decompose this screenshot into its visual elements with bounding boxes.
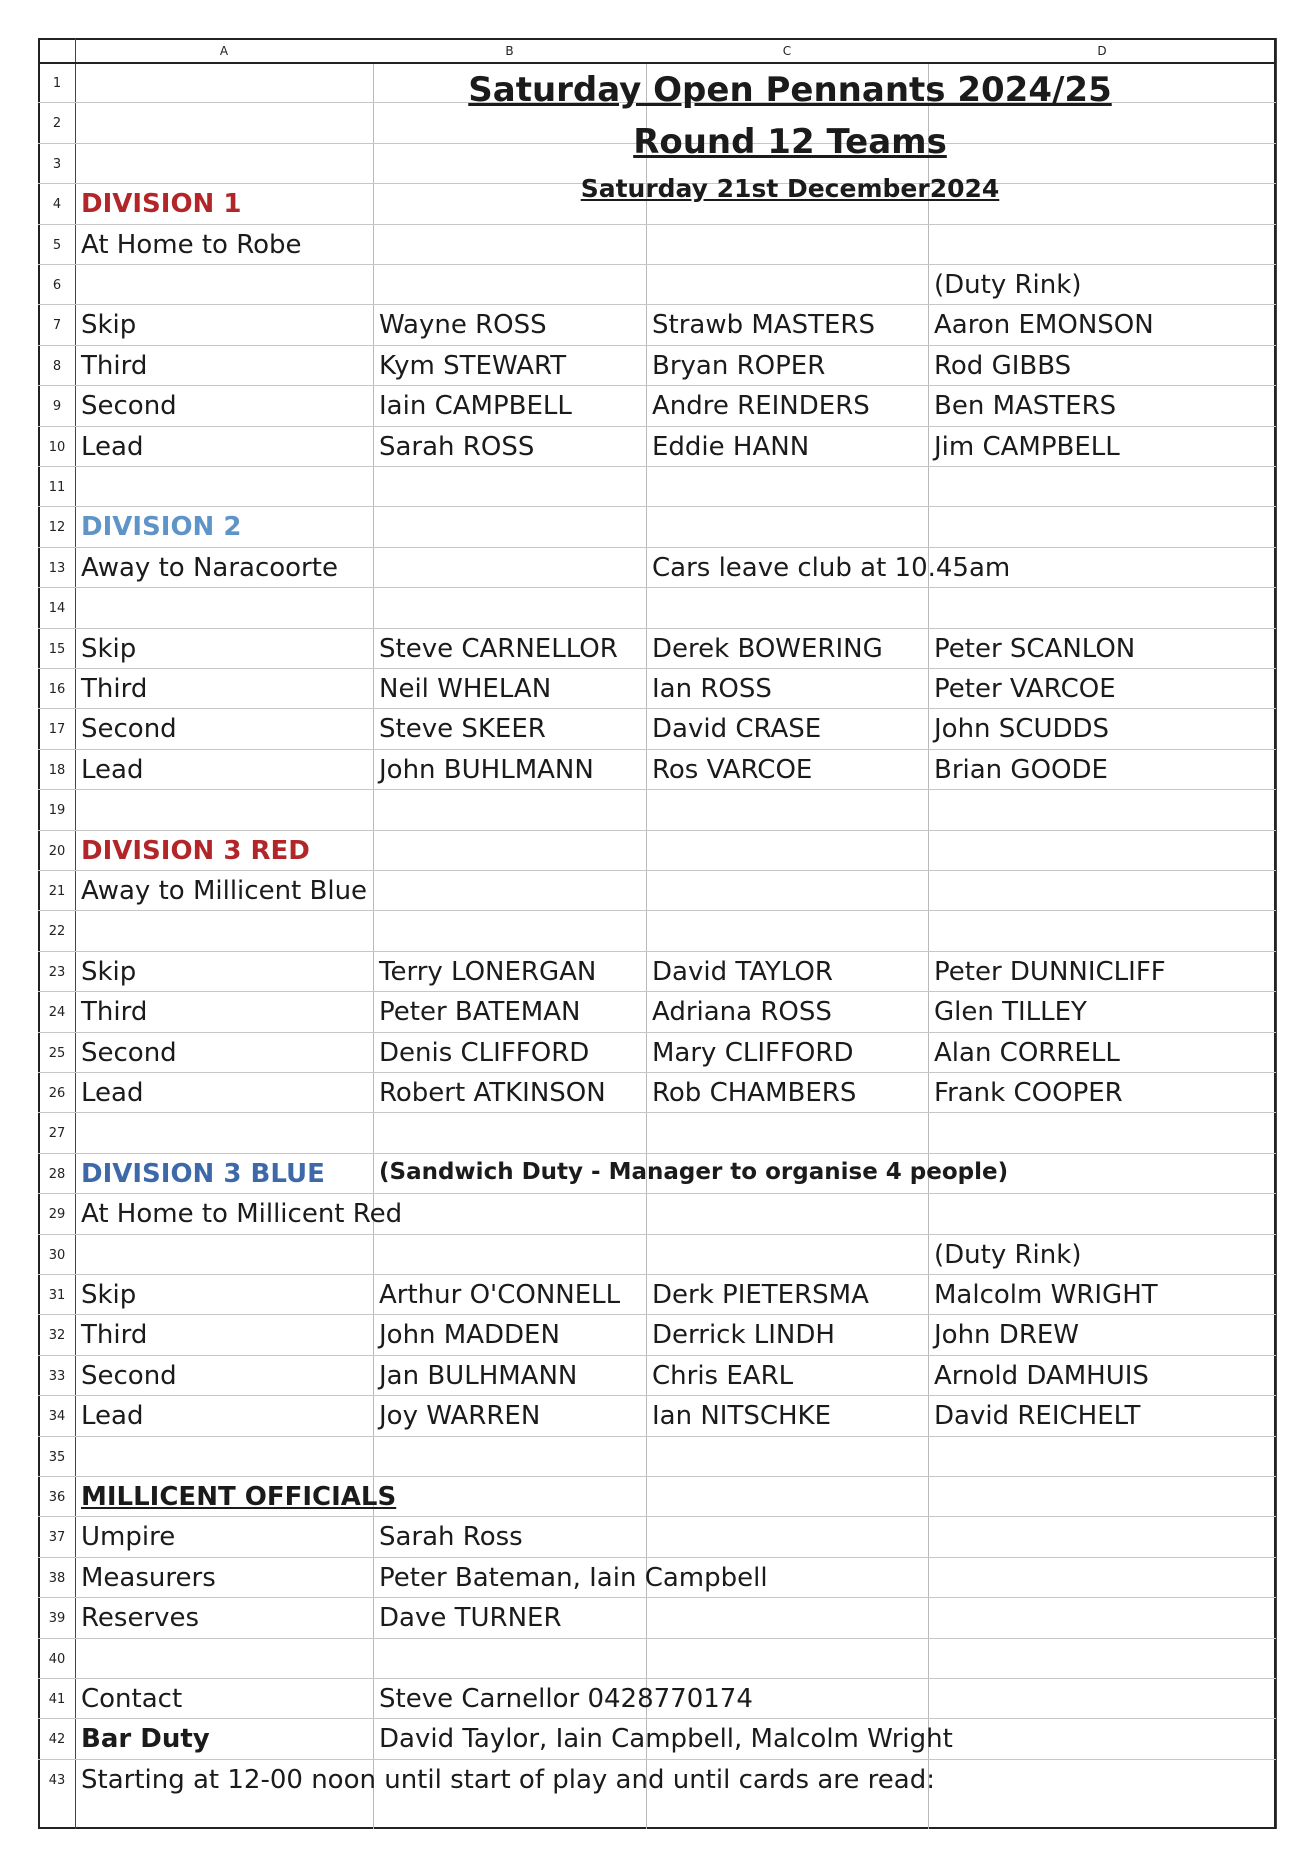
row-gridline	[38, 1476, 1276, 1477]
row-gridline	[38, 506, 1276, 507]
row-number[interactable]: 38	[48, 1570, 66, 1586]
division-fixture: At Home to Robe	[81, 229, 302, 260]
player-name: Peter DUNNICLIFF	[934, 956, 1166, 987]
player-name: Steve SKEER	[379, 714, 546, 745]
row-number[interactable]: 27	[48, 1126, 66, 1142]
player-name: Steve CARNELLOR	[379, 633, 618, 664]
contact-label: Contact	[81, 1684, 183, 1714]
row-gridline	[38, 1718, 1276, 1719]
player-name: Mary CLIFFORD	[652, 1037, 854, 1068]
row-gridline	[38, 1153, 1276, 1154]
row-gridline	[38, 304, 1276, 305]
official-role: Measurers	[81, 1562, 216, 1593]
division-fixture: Away to Millicent Blue	[81, 876, 368, 906]
row-number[interactable]: 34	[48, 1409, 66, 1425]
player-name: Arthur O'CONNELL	[379, 1280, 621, 1310]
column-gridline	[1276, 38, 1277, 1829]
division-heading: DIVISION 2	[81, 512, 242, 543]
row-gridline	[38, 749, 1276, 750]
row-gridline	[38, 1395, 1276, 1396]
row-gridline	[38, 466, 1276, 467]
position-label: Skip	[81, 1280, 137, 1310]
official-role: Umpire	[81, 1522, 176, 1553]
player-name: John MADDEN	[379, 1320, 560, 1351]
row-number[interactable]: 36	[48, 1490, 66, 1505]
footer-note: Starting at 12-00 noon until start of play and until cards are read:	[81, 1764, 935, 1795]
division-heading: DIVISION 3 RED	[81, 835, 310, 866]
row-number[interactable]: 37	[48, 1530, 66, 1546]
row-number[interactable]: 3	[52, 156, 62, 172]
position-label: Lead	[81, 1401, 144, 1432]
row-gridline	[38, 789, 1276, 790]
bar-duty-value: David Taylor, Iain Campbell, Malcolm Wright	[379, 1724, 953, 1755]
row-gridline	[38, 830, 1276, 831]
duty-rink-label: (Duty Rink)	[934, 270, 1082, 300]
position-label: Third	[81, 350, 148, 381]
row-gridline	[38, 1355, 1276, 1356]
position-label: Lead	[81, 1078, 144, 1108]
row-gridline	[38, 991, 1276, 992]
row-number[interactable]: 15	[48, 641, 66, 657]
row-number[interactable]: 35	[48, 1449, 66, 1465]
row-number[interactable]: 40	[48, 1651, 66, 1667]
row-gridline	[38, 951, 1276, 952]
row-number[interactable]: 12	[48, 520, 66, 536]
division-fixture: At Home to Millicent Red	[81, 1199, 403, 1230]
player-name: Derek BOWERING	[652, 633, 883, 664]
column-header-c[interactable]: C	[782, 44, 792, 58]
row-number[interactable]: 39	[48, 1611, 66, 1627]
row-number[interactable]: 23	[48, 964, 66, 980]
player-name: Wayne ROSS	[379, 310, 547, 341]
row-gridline	[38, 1112, 1276, 1113]
position-label: Lead	[81, 431, 144, 462]
player-name: Iain CAMPBELL	[379, 391, 572, 422]
position-label: Skip	[81, 310, 137, 341]
player-name: Jim CAMPBELL	[934, 431, 1120, 462]
row-number[interactable]: 8	[52, 358, 62, 374]
row-gridline	[38, 62, 1276, 64]
row-number[interactable]: 41	[48, 1692, 66, 1707]
row-number[interactable]: 31	[48, 1288, 66, 1303]
row-gridline	[38, 1072, 1276, 1073]
official-name: Sarah Ross	[379, 1522, 523, 1553]
row-gridline	[38, 587, 1276, 588]
row-gridline	[38, 264, 1276, 265]
player-name: Ian ROSS	[652, 674, 772, 704]
row-gridline	[38, 668, 1276, 669]
row-gridline	[38, 1234, 1276, 1235]
player-name: Malcolm WRIGHT	[934, 1280, 1158, 1310]
bar-duty-label: Bar Duty	[81, 1724, 210, 1755]
player-name: Arnold DAMHUIS	[934, 1360, 1149, 1391]
row-gridline	[38, 1678, 1276, 1679]
player-name: Joy WARREN	[379, 1401, 541, 1432]
position-label: Second	[81, 1037, 177, 1068]
player-name: Andre REINDERS	[652, 391, 870, 422]
row-gridline	[38, 1638, 1276, 1639]
position-label: Second	[81, 714, 177, 745]
officials-heading: MILLICENT OFFICIALS	[81, 1482, 397, 1512]
row-gridline	[38, 910, 1276, 911]
player-name: Denis CLIFFORD	[379, 1037, 590, 1068]
division-fixture: Away to Naracoorte	[81, 552, 338, 583]
row-number[interactable]: 20	[48, 843, 66, 859]
row-gridline	[38, 1436, 1276, 1437]
division-heading: DIVISION 1	[81, 189, 242, 220]
row-number[interactable]: 43	[48, 1772, 66, 1788]
row-number[interactable]: 24	[48, 1005, 66, 1021]
player-name: Glen TILLEY	[934, 997, 1087, 1028]
row-gridline	[38, 1557, 1276, 1558]
row-gridline	[38, 1597, 1276, 1598]
player-name: Bryan ROPER	[652, 350, 826, 381]
player-name: Chris EARL	[652, 1360, 794, 1391]
official-name: Peter Bateman, Iain Campbell	[379, 1562, 768, 1593]
player-name: Alan CORRELL	[934, 1037, 1120, 1068]
position-label: Second	[81, 391, 177, 422]
player-name: Rob CHAMBERS	[652, 1078, 857, 1108]
date-title: Saturday 21st December2024	[580, 174, 1000, 203]
player-name: John SCUDDS	[934, 714, 1110, 745]
row-number[interactable]: 9	[52, 399, 62, 415]
player-name: Neil WHELAN	[379, 674, 552, 704]
row-number[interactable]: 25	[48, 1045, 66, 1061]
round-title: Round 12 Teams	[633, 122, 947, 162]
row-number[interactable]: 14	[48, 601, 66, 617]
row-number[interactable]: 21	[48, 884, 66, 899]
duty-rink-label: (Duty Rink)	[934, 1239, 1082, 1270]
row-number[interactable]: 17	[48, 722, 66, 738]
row-number[interactable]: 6	[52, 278, 62, 293]
position-label: Second	[81, 1360, 177, 1391]
player-name: Strawb MASTERS	[652, 310, 875, 341]
official-name: Dave TURNER	[379, 1603, 562, 1634]
row-number[interactable]: 7	[52, 318, 62, 334]
row-number[interactable]: 19	[48, 803, 66, 819]
player-name: Derrick LINDH	[652, 1320, 835, 1351]
player-name: Ben MASTERS	[934, 391, 1117, 422]
player-name: David CRASE	[652, 714, 822, 745]
row-number[interactable]: 1	[52, 76, 62, 91]
row-gridline	[38, 345, 1276, 346]
row-number[interactable]: 10	[48, 439, 66, 455]
player-name: Eddie HANN	[652, 431, 810, 462]
column-header-a[interactable]: A	[219, 44, 229, 58]
player-name: Jan BULHMANN	[379, 1360, 578, 1391]
player-name: Terry LONERGAN	[379, 956, 597, 987]
row-number[interactable]: 33	[48, 1368, 66, 1384]
row-gridline	[38, 870, 1276, 871]
row-number[interactable]: 26	[48, 1086, 66, 1101]
player-name: Rod GIBBS	[934, 350, 1072, 381]
row-gridline	[38, 628, 1276, 629]
contact-value: Steve Carnellor 0428770174	[379, 1684, 753, 1714]
player-name: Robert ATKINSON	[379, 1078, 606, 1108]
player-name: Brian GOODE	[934, 754, 1108, 785]
row-gridline	[38, 547, 1276, 548]
row-gridline	[38, 1274, 1276, 1275]
row-number[interactable]: 16	[48, 682, 66, 697]
player-name: Aaron EMONSON	[934, 310, 1154, 341]
player-name: Frank COOPER	[934, 1078, 1123, 1108]
player-name: John BUHLMANN	[379, 754, 594, 785]
position-label: Third	[81, 674, 148, 704]
position-label: Third	[81, 997, 148, 1028]
player-name: Adriana ROSS	[652, 997, 832, 1028]
column-header-b[interactable]: B	[505, 44, 514, 58]
position-label: Lead	[81, 754, 144, 785]
player-name: Sarah ROSS	[379, 431, 535, 462]
row-gridline	[38, 1759, 1276, 1760]
row-gridline	[38, 426, 1276, 427]
column-gridline	[928, 62, 929, 1829]
player-name: David REICHELT	[934, 1401, 1141, 1432]
column-gridline	[373, 62, 374, 1829]
sheet-border	[38, 38, 1276, 1829]
column-gridline	[75, 38, 76, 1829]
division-note: Cars leave club at 10.45am	[652, 552, 1011, 583]
player-name: Derk PIETERSMA	[652, 1280, 869, 1310]
player-name: Ros VARCOE	[652, 754, 813, 785]
row-gridline	[38, 708, 1276, 709]
official-role: Reserves	[81, 1603, 200, 1634]
row-gridline	[38, 224, 1276, 225]
row-number[interactable]: 2	[52, 116, 62, 132]
division-heading: DIVISION 3 BLUE	[81, 1158, 325, 1189]
row-number[interactable]: 13	[48, 560, 66, 576]
row-number[interactable]: 30	[48, 1247, 66, 1263]
player-name: David TAYLOR	[652, 956, 833, 987]
sheet-title: Saturday Open Pennants 2024/25	[468, 70, 1112, 110]
division-note: (Sandwich Duty - Manager to organise 4 people)	[379, 1158, 1009, 1185]
row-gridline	[38, 1193, 1276, 1194]
row-gridline	[38, 385, 1276, 386]
row-number[interactable]: 28	[48, 1166, 66, 1182]
position-label: Skip	[81, 633, 137, 664]
row-number[interactable]: 42	[48, 1732, 66, 1748]
row-number[interactable]: 22	[48, 924, 66, 940]
row-number[interactable]: 32	[48, 1328, 66, 1344]
player-name: Ian NITSCHKE	[652, 1401, 832, 1432]
player-name: Peter VARCOE	[934, 674, 1116, 704]
player-name: Kym STEWART	[379, 350, 567, 381]
player-name: Peter SCANLON	[934, 633, 1136, 664]
row-number[interactable]: 18	[48, 762, 66, 778]
row-number[interactable]: 4	[52, 197, 62, 213]
column-header-d[interactable]: D	[1097, 44, 1107, 58]
position-label: Third	[81, 1320, 148, 1351]
player-name: Peter BATEMAN	[379, 997, 581, 1028]
row-number[interactable]: 11	[48, 480, 66, 495]
position-label: Skip	[81, 956, 137, 987]
row-number[interactable]: 29	[48, 1207, 66, 1223]
row-gridline	[38, 1314, 1276, 1315]
row-number[interactable]: 5	[52, 237, 62, 253]
row-gridline	[38, 1032, 1276, 1033]
row-gridline	[38, 1516, 1276, 1517]
player-name: John DREW	[934, 1320, 1080, 1351]
